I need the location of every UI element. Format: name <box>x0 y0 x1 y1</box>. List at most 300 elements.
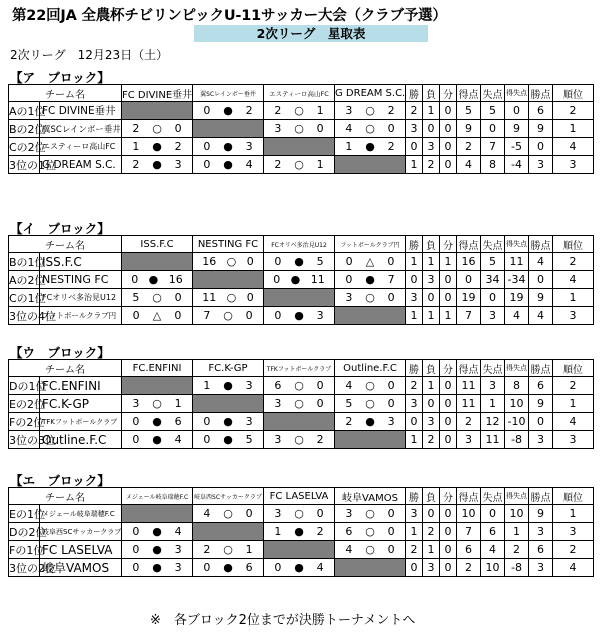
match-score <box>122 291 192 304</box>
seed-label: Fの1位 <box>9 541 40 559</box>
match-result <box>193 541 264 559</box>
score-value: 0 <box>273 273 281 286</box>
stat-value: 4 <box>529 307 553 325</box>
self-match-cell <box>122 253 193 271</box>
stat-value: 0 <box>457 271 481 289</box>
match-result <box>335 541 406 559</box>
stat-value: 1 <box>423 377 440 395</box>
stat-value: -8 <box>505 431 529 449</box>
opponent-header: メジェール岐阜瑞穂F.C <box>122 488 193 505</box>
result-mark: ● <box>152 525 162 538</box>
stat-value: 0 <box>481 505 505 523</box>
score-value: 6 <box>174 415 182 428</box>
score-value: 1 <box>274 525 282 538</box>
stat-value: 2 <box>406 377 423 395</box>
stat-value: 1 <box>406 431 423 449</box>
score-value: 2 <box>132 158 140 171</box>
block-label: 【ア ブロック】 <box>10 70 110 85</box>
stat-value: 10 <box>505 395 529 413</box>
result-mark: ● <box>294 561 304 574</box>
score-value: 0 <box>174 291 182 304</box>
result-mark: ● <box>365 273 375 286</box>
stat-value: 6 <box>529 102 553 120</box>
stat-value: 2 <box>553 377 594 395</box>
score-value: 2 <box>316 433 324 446</box>
stat-value: 2 <box>423 156 440 174</box>
opponent-header: FCオリベ多治見U12 <box>264 236 335 253</box>
stat-header: 順位 <box>553 360 594 377</box>
stat-value: 8 <box>481 156 505 174</box>
score-value: 2 <box>274 158 282 171</box>
stat-value: 3 <box>406 505 423 523</box>
match-score <box>264 507 334 520</box>
stat-value: 1 <box>505 523 529 541</box>
match-score <box>335 397 405 410</box>
stat-value: -34 <box>505 271 529 289</box>
stat-value: 0 <box>440 377 457 395</box>
score-value: 2 <box>203 543 211 556</box>
match-score <box>193 507 263 520</box>
stat-value: 3 <box>529 559 553 577</box>
stat-header: 得失点 <box>505 85 529 102</box>
score-value: 2 <box>316 525 324 538</box>
score-value: 0 <box>274 561 282 574</box>
stat-value: 4 <box>553 138 594 156</box>
match-score <box>335 104 405 117</box>
stat-value: 11 <box>481 431 505 449</box>
stat-value: 0 <box>440 102 457 120</box>
league-table <box>8 235 594 325</box>
seed-label: Dの1位 <box>9 377 40 395</box>
seed-label: 3位の2位 <box>9 559 40 577</box>
stat-header: 得失点 <box>505 236 529 253</box>
score-value: 0 <box>132 433 140 446</box>
stat-header: 失点 <box>481 236 505 253</box>
stat-header: 得点 <box>457 360 481 377</box>
score-value: 3 <box>345 104 353 117</box>
result-mark: ○ <box>294 158 304 171</box>
result-mark: ○ <box>365 525 375 538</box>
stat-value: 0 <box>481 120 505 138</box>
block-label: 【エ ブロック】 <box>10 473 110 488</box>
stat-value: 6 <box>457 541 481 559</box>
self-match-cell <box>335 307 406 325</box>
score-value: 3 <box>345 507 353 520</box>
match-score <box>122 543 192 556</box>
stat-value: 2 <box>553 253 594 271</box>
score-value: 3 <box>316 309 324 322</box>
result-mark: ● <box>152 433 162 446</box>
match-score <box>335 255 405 268</box>
stat-value: 3 <box>457 431 481 449</box>
result-mark: ○ <box>152 122 162 135</box>
match-result <box>264 377 335 395</box>
stat-value: 3 <box>553 523 594 541</box>
team-name: Outline.F.C <box>40 431 122 449</box>
seed-label: Bの2位 <box>9 120 40 138</box>
seed-label: Fの2位 <box>9 413 40 431</box>
stat-value: 0 <box>406 138 423 156</box>
stat-value: 9 <box>505 120 529 138</box>
match-result <box>122 431 193 449</box>
stat-header: 順位 <box>553 236 594 253</box>
stat-value: 3 <box>423 559 440 577</box>
result-mark: ○ <box>294 104 304 117</box>
stat-value: 1 <box>481 395 505 413</box>
match-result <box>264 156 335 174</box>
stat-value: 2 <box>457 138 481 156</box>
match-result <box>193 102 264 120</box>
opponent-header: FC.K-GP <box>193 360 264 377</box>
seed-label: Eの1位 <box>9 505 40 523</box>
self-match-cell <box>264 413 335 431</box>
score-value: 0 <box>131 273 139 286</box>
self-match-cell <box>122 377 193 395</box>
stat-value: 12 <box>481 413 505 431</box>
stat-header: 得点 <box>457 236 481 253</box>
stat-value: 2 <box>423 431 440 449</box>
match-score <box>264 397 334 410</box>
stat-header: 勝点 <box>529 360 553 377</box>
result-mark: ○ <box>365 397 375 410</box>
match-result <box>122 541 193 559</box>
result-mark: ● <box>223 104 233 117</box>
match-score <box>335 507 405 520</box>
score-value: 0 <box>203 140 211 153</box>
result-mark: ● <box>294 309 304 322</box>
header-row <box>9 360 594 377</box>
seed-label: Cの1位 <box>9 289 40 307</box>
team-name: 岐阜VAMOS <box>40 559 122 577</box>
score-value: 3 <box>274 507 282 520</box>
stat-value: 4 <box>529 253 553 271</box>
result-mark: ○ <box>365 543 375 556</box>
result-mark: ● <box>365 140 375 153</box>
score-value: 0 <box>174 122 182 135</box>
score-value: 0 <box>245 309 253 322</box>
seed-label: Cの2位 <box>9 138 40 156</box>
stat-value: 1 <box>423 102 440 120</box>
stat-value: 0 <box>440 431 457 449</box>
match-score <box>193 158 263 171</box>
match-score <box>264 273 334 286</box>
stat-value: 3 <box>481 307 505 325</box>
match-result <box>335 120 406 138</box>
stat-value: 7 <box>481 138 505 156</box>
stat-value: 3 <box>481 377 505 395</box>
stat-value: 0 <box>423 120 440 138</box>
self-match-cell <box>264 289 335 307</box>
stat-value: -5 <box>505 138 529 156</box>
opponent-header: TFKフットボールクラブ <box>264 360 335 377</box>
match-score <box>193 543 263 556</box>
table-row <box>9 289 594 307</box>
result-mark: ○ <box>365 291 375 304</box>
score-value: 6 <box>245 561 253 574</box>
score-value: 3 <box>132 397 140 410</box>
stat-value: 3 <box>553 307 594 325</box>
match-result <box>264 523 335 541</box>
stat-header: 分 <box>440 236 457 253</box>
stat-header: 勝 <box>406 360 423 377</box>
stat-value: 0 <box>481 289 505 307</box>
stat-value: 4 <box>553 413 594 431</box>
table-row <box>9 505 594 523</box>
stat-value: 3 <box>423 271 440 289</box>
result-mark: ○ <box>223 543 233 556</box>
match-result <box>193 253 264 271</box>
stat-value: 5 <box>457 102 481 120</box>
stat-value: 0 <box>440 413 457 431</box>
stat-value: 9 <box>457 120 481 138</box>
score-value: 3 <box>245 140 253 153</box>
result-mark: ● <box>223 158 233 171</box>
stat-value: 1 <box>553 395 594 413</box>
table-row <box>9 156 594 174</box>
stat-value: 0 <box>505 102 529 120</box>
score-value: 0 <box>203 415 211 428</box>
match-result <box>264 271 335 289</box>
table-row <box>9 138 594 156</box>
self-match-cell <box>193 395 264 413</box>
stat-value: 10 <box>505 505 529 523</box>
team-name: エスティーロ高山FC <box>40 138 122 156</box>
seed-label: Dの2位 <box>9 523 40 541</box>
match-score <box>335 415 405 428</box>
score-value: 7 <box>387 273 395 286</box>
score-value: 4 <box>345 379 353 392</box>
score-value: 0 <box>274 255 282 268</box>
stat-value: 2 <box>406 102 423 120</box>
match-score <box>122 433 192 446</box>
score-value: 4 <box>174 433 182 446</box>
match-result <box>264 307 335 325</box>
stat-header: 失点 <box>481 360 505 377</box>
match-score <box>264 158 334 171</box>
match-score <box>264 379 334 392</box>
table-row <box>9 102 594 120</box>
match-result <box>264 120 335 138</box>
score-value: 0 <box>132 561 140 574</box>
stat-value: 2 <box>457 559 481 577</box>
match-result <box>122 559 193 577</box>
table-row <box>9 377 594 395</box>
result-mark: ● <box>152 158 162 171</box>
stat-header: 失点 <box>481 85 505 102</box>
stat-value: 4 <box>457 156 481 174</box>
stat-value: 19 <box>457 289 481 307</box>
opponent-header: G DREAM S.C. <box>335 85 406 102</box>
match-score <box>335 122 405 135</box>
stat-value: 4 <box>505 307 529 325</box>
stat-value: 10 <box>481 559 505 577</box>
score-value: 0 <box>203 433 211 446</box>
score-value: 5 <box>132 291 140 304</box>
match-score <box>264 525 334 538</box>
match-score <box>193 433 263 446</box>
score-value: 0 <box>245 507 253 520</box>
stat-header: 得点 <box>457 85 481 102</box>
score-value: 4 <box>203 507 211 520</box>
seed-label: 3位の4位 <box>9 307 40 325</box>
score-value: 0 <box>132 525 140 538</box>
match-result <box>193 505 264 523</box>
stat-value: 0 <box>440 395 457 413</box>
stat-value: 1 <box>553 120 594 138</box>
score-value: 1 <box>203 379 211 392</box>
result-mark: ● <box>152 415 162 428</box>
match-result <box>335 271 406 289</box>
opponent-header: NESTING FC <box>193 236 264 253</box>
stat-value: 34 <box>481 271 505 289</box>
stat-header: 負 <box>423 85 440 102</box>
match-result <box>335 413 406 431</box>
stat-value: 0 <box>440 541 457 559</box>
score-value: 2 <box>387 140 395 153</box>
match-score <box>122 122 192 135</box>
match-score <box>193 561 263 574</box>
stat-value: 6 <box>529 377 553 395</box>
team-name: FCオリベ多治見U12 <box>40 289 122 307</box>
score-value: 0 <box>316 507 324 520</box>
table-row <box>9 271 594 289</box>
score-value: 0 <box>387 525 395 538</box>
self-match-cell <box>335 559 406 577</box>
seed-label: Aの2位 <box>9 271 40 289</box>
stat-value: 0 <box>440 523 457 541</box>
match-score <box>193 415 263 428</box>
result-mark: ○ <box>226 291 237 304</box>
stat-value: 0 <box>423 505 440 523</box>
score-value: 1 <box>245 543 253 556</box>
score-value: 3 <box>174 561 182 574</box>
score-value: 11 <box>310 273 325 286</box>
stat-value: -10 <box>505 413 529 431</box>
stat-value: 0 <box>529 138 553 156</box>
team-name: メジェール岐阜瑞穂F.C <box>40 505 122 523</box>
score-value: 1 <box>174 397 182 410</box>
match-score <box>264 255 334 268</box>
self-match-cell <box>122 102 193 120</box>
table-row <box>9 395 594 413</box>
score-value: 4 <box>174 525 182 538</box>
result-mark: △ <box>152 309 162 322</box>
score-value: 3 <box>345 291 353 304</box>
team-name: FC.K-GP <box>40 395 122 413</box>
stat-header: 順位 <box>553 488 594 505</box>
match-result <box>122 523 193 541</box>
result-mark: ● <box>294 255 304 268</box>
page-subtitle: 2次リーグ 星取表 <box>194 25 428 42</box>
opponent-header: ISS.F.C <box>122 236 193 253</box>
match-result <box>193 156 264 174</box>
match-result <box>122 138 193 156</box>
stat-value: 7 <box>457 523 481 541</box>
score-value: 0 <box>203 158 211 171</box>
seed-label: Aの1位 <box>9 102 40 120</box>
stat-value: 0 <box>423 289 440 307</box>
match-score <box>264 122 334 135</box>
stat-value: 5 <box>481 102 505 120</box>
match-result <box>193 413 264 431</box>
match-result <box>193 307 264 325</box>
seed-label: 3位の3位 <box>9 431 40 449</box>
result-mark: ● <box>223 415 233 428</box>
score-value: 4 <box>345 122 353 135</box>
result-mark: ● <box>223 379 233 392</box>
score-value: 0 <box>387 543 395 556</box>
stat-value: 0 <box>406 271 423 289</box>
match-score <box>193 291 263 304</box>
stat-value: 0 <box>440 559 457 577</box>
table-row <box>9 120 594 138</box>
stat-header: 分 <box>440 85 457 102</box>
league-table <box>8 487 594 577</box>
seed-label: Eの2位 <box>9 395 40 413</box>
result-mark: ○ <box>365 379 375 392</box>
stat-value: 11 <box>505 253 529 271</box>
team-name-header: チーム名 <box>9 488 122 505</box>
match-score <box>122 561 192 574</box>
stat-value: 0 <box>529 271 553 289</box>
stat-header: 勝点 <box>529 488 553 505</box>
match-score <box>264 433 334 446</box>
match-result <box>122 413 193 431</box>
match-result <box>122 395 193 413</box>
stat-value: -4 <box>505 156 529 174</box>
self-match-cell <box>264 541 335 559</box>
score-value: 0 <box>132 415 140 428</box>
team-name-header: チーム名 <box>9 360 122 377</box>
result-mark: ○ <box>226 255 237 268</box>
score-value: 4 <box>245 158 253 171</box>
stat-header: 分 <box>440 360 457 377</box>
stat-value: 2 <box>406 541 423 559</box>
score-value: 2 <box>245 104 253 117</box>
stat-value: 0 <box>440 505 457 523</box>
score-value: 11 <box>202 291 217 304</box>
stat-header: 得失点 <box>505 360 529 377</box>
stat-value: 1 <box>406 156 423 174</box>
league-table <box>8 359 594 449</box>
score-value: 0 <box>387 291 395 304</box>
stat-value: 0 <box>529 413 553 431</box>
self-match-cell <box>193 271 264 289</box>
score-value: 16 <box>202 255 217 268</box>
score-value: 0 <box>316 122 324 135</box>
score-value: 0 <box>203 104 211 117</box>
match-result <box>264 102 335 120</box>
team-name: TFKフットボールクラブ <box>40 413 122 431</box>
match-result <box>193 377 264 395</box>
stat-value: 3 <box>553 156 594 174</box>
match-result <box>122 307 193 325</box>
score-value: 1 <box>132 140 140 153</box>
stat-value: 16 <box>457 253 481 271</box>
stat-value: 3 <box>553 431 594 449</box>
stat-value: 6 <box>481 523 505 541</box>
opponent-header: 岐阜VAMOS <box>335 488 406 505</box>
result-mark: ○ <box>294 397 304 410</box>
score-value: 2 <box>274 104 282 117</box>
team-name: FC LASELVA <box>40 541 122 559</box>
footer-note: ※ 各ブロック2位までが決勝トーナメントへ <box>150 613 416 628</box>
match-result <box>335 253 406 271</box>
result-mark: ● <box>152 543 162 556</box>
self-match-cell <box>335 431 406 449</box>
result-mark: ○ <box>365 507 375 520</box>
stat-header: 得失点 <box>505 488 529 505</box>
